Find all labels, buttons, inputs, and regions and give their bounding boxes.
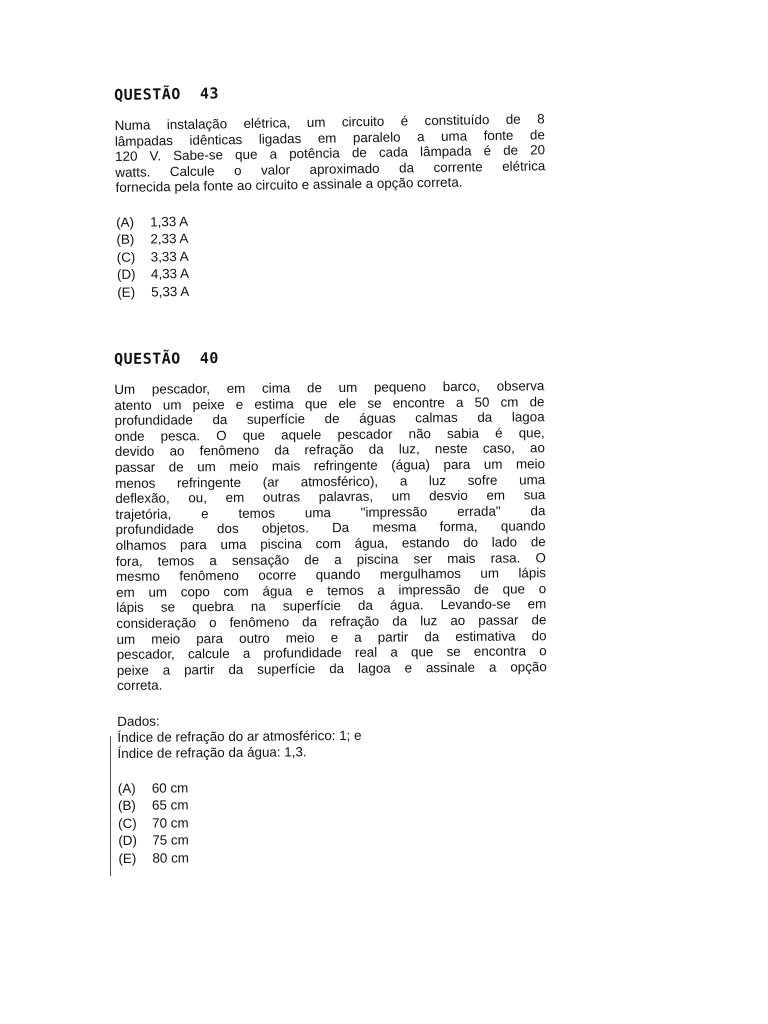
option-text: 65 cm xyxy=(151,797,189,814)
question-43 xyxy=(114,79,547,301)
statement-line: atento um peixe e estima que ele se encontre a 50 cm de xyxy=(114,393,545,413)
statement-line: 120 V. Sabe-se que a potência de cada lâmpada é de 20 xyxy=(114,142,546,165)
statement-line: Numa instalação elétrica, um circuito é constituído de 8 xyxy=(114,111,545,133)
statement-line: devido ao fenômeno da refração da luz, neste caso, ao xyxy=(114,440,545,460)
given-data xyxy=(117,710,547,762)
statement-line: peixe a partir da superfície da lagoa e assinale a opção xyxy=(116,658,547,678)
statement-line: lápis se quebra na superfície da água. Levando-se em xyxy=(116,596,547,616)
statement-line: fornecida pela fonte ao circuito e assinale a opção correta. xyxy=(115,174,463,196)
answer-options xyxy=(118,776,549,867)
statement-line: olhamos para uma piscina com água, estando do lado de xyxy=(115,534,546,553)
option-text: 80 cm xyxy=(152,850,189,866)
statement-line: passar de um meio mais refringente (água) para um meio xyxy=(114,456,546,475)
margin-rule xyxy=(110,736,111,876)
option-text: 5,33 A xyxy=(151,283,190,300)
given-data-item: Índice de refração da água: 1,3. xyxy=(117,744,307,761)
question-title: QUESTÃO 43 xyxy=(114,84,220,104)
option-text: 60 cm xyxy=(151,780,189,796)
question-title: QUESTÃO 40 xyxy=(114,349,219,368)
option-text: 3,33 A xyxy=(150,248,189,265)
statement-line: menos refringente (ar atmosférico), a luz sofre uma xyxy=(115,471,546,491)
option-text: 1,33 A xyxy=(150,213,189,230)
option-text: 70 cm xyxy=(152,815,189,831)
statement-line: em um copo com água e temos a impressão de que o xyxy=(116,580,547,600)
statement-line: trajetória, e temos uma "impressão errada" da xyxy=(115,502,546,522)
option-text: 75 cm xyxy=(152,832,189,849)
option-letter: (A) xyxy=(116,214,135,230)
option-letter: (A) xyxy=(117,780,136,796)
statement-line: watts. Calcule o valor aproximado da corrente elétrica xyxy=(115,158,546,180)
option-letter: (D) xyxy=(118,833,137,849)
statement-line: Um pescador, em cima de um pequeno barco, observa xyxy=(114,378,545,397)
question-statement xyxy=(114,378,547,694)
statement-line: um meio para outro meio e a partir da estimativa do xyxy=(116,627,547,647)
option-letter: (E) xyxy=(118,850,137,866)
statement-line: deflexão, ou, em outras palavras, um desvio em sua xyxy=(115,487,546,507)
option-letter: (C) xyxy=(116,249,136,265)
statement-line: fora, temos a sensação de a piscina ser mais rasa. O xyxy=(115,549,546,569)
option-text: 4,33 A xyxy=(150,266,190,282)
question-40 xyxy=(114,346,548,867)
statement-line: lâmpadas idênticas ligadas em paralelo a uma fonte de xyxy=(114,126,545,149)
given-data-label: Dados: xyxy=(117,713,160,729)
option-letter: (B) xyxy=(117,798,136,814)
statement-line: correta. xyxy=(116,677,163,694)
statement-line: consideração o fenômeno da refração da luz ao passar de xyxy=(116,612,547,631)
statement-line: mesmo fenômeno ocorre quando mergulhamos um lápis xyxy=(115,565,547,585)
given-data-item: Índice de refração do ar atmosférico: 1; e xyxy=(117,727,362,745)
option-letter: (C) xyxy=(118,815,137,831)
statement-line: profundidade da superfície de águas calmas da lagoa xyxy=(114,409,545,429)
question-statement xyxy=(115,111,546,196)
option-letter: (D) xyxy=(116,267,136,283)
option-text: 2,33 A xyxy=(150,231,189,247)
statement-line: profundidade dos objetos. Da mesma forma, quando xyxy=(115,518,546,538)
answer-option xyxy=(118,846,548,867)
option-letter: (E) xyxy=(117,284,136,300)
answer-options xyxy=(116,207,547,301)
statement-line: pescador, calcule a profundidade real a que se encontra o xyxy=(116,643,547,663)
option-letter: (B) xyxy=(116,232,135,248)
statement-line: onde pesca. O que aquele pescador não sabia é que, xyxy=(114,425,545,444)
